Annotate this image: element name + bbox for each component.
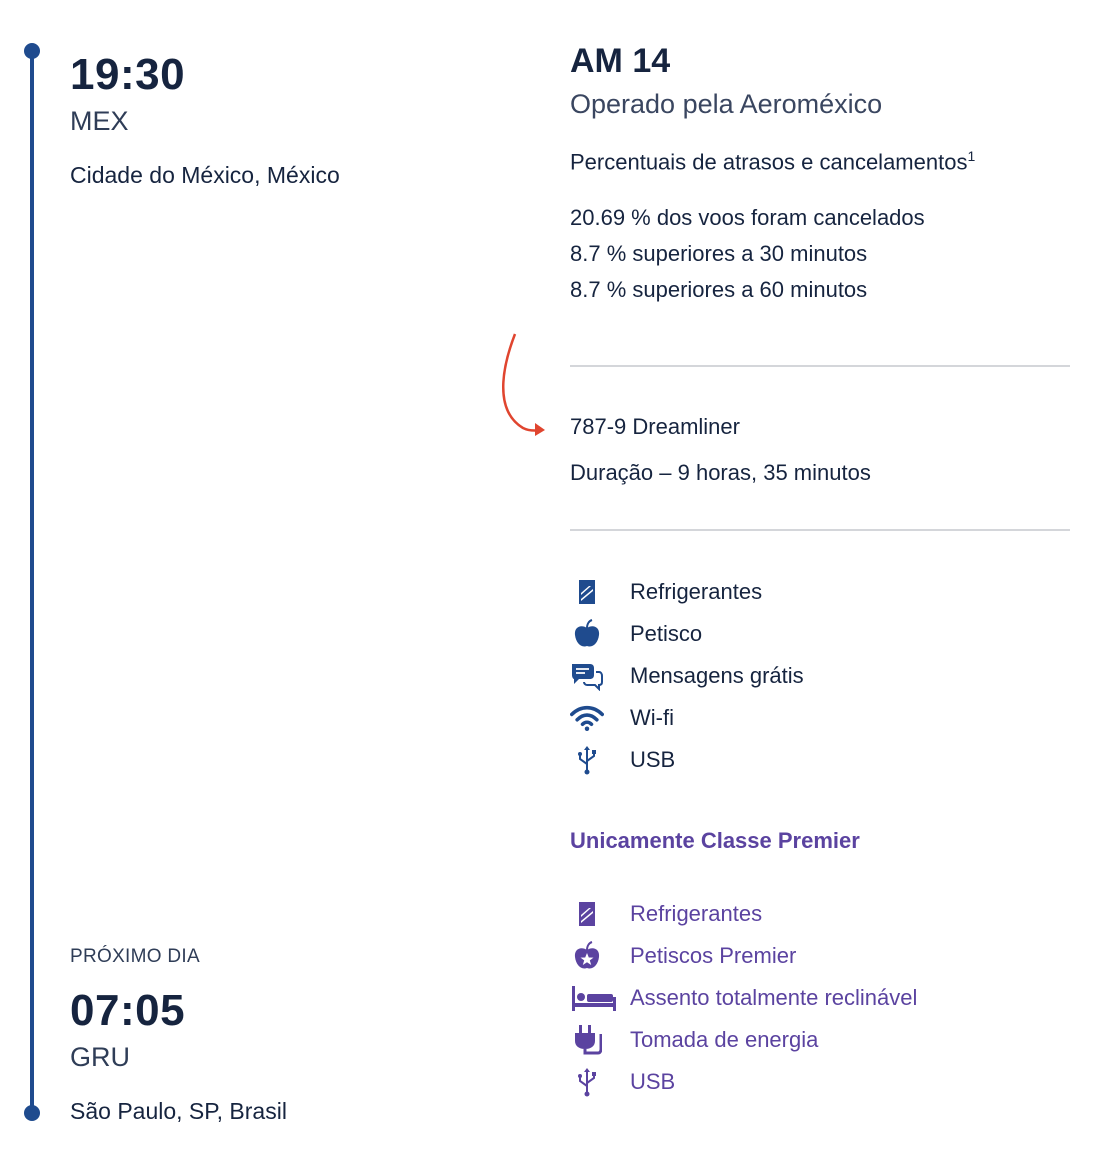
stat-cancelled: 20.69 % dos voos foram cancelados — [570, 205, 925, 230]
arrival-time: 07:05 — [70, 986, 186, 1035]
annotation-arrow-icon — [495, 330, 555, 440]
divider — [570, 365, 1070, 367]
flight-duration: Duração – 9 horas, 35 minutos — [570, 460, 871, 485]
amenity-label: Refrigerantes — [630, 901, 763, 926]
amenity-label: Mensagens grátis — [630, 663, 804, 688]
timeline-line — [30, 50, 34, 1114]
stat-delay-60: 8.7 % superiores a 60 minutos — [570, 277, 868, 302]
premium-snack-icon — [570, 939, 604, 973]
amenity-label: Assento totalmente reclinável — [630, 985, 918, 1010]
usb-icon — [570, 743, 604, 777]
premier-amenity-snacks — [570, 939, 797, 973]
timeline-end-dot — [24, 1105, 40, 1121]
amenity-usb — [570, 743, 676, 777]
departure-time: 19:30 — [70, 50, 186, 99]
amenity-wifi — [570, 701, 674, 735]
soft-drink-icon — [570, 897, 604, 931]
aircraft-type: 787-9 Dreamliner — [570, 414, 740, 439]
premier-amenity-soft-drinks — [570, 897, 763, 931]
amenity-label: Wi-fi — [630, 705, 674, 730]
departure-city: Cidade do México, México — [70, 162, 340, 188]
timeline-start-dot — [24, 43, 40, 59]
amenity-label: USB — [630, 747, 676, 772]
arrival-airport-code: GRU — [70, 1042, 130, 1072]
amenity-snack — [570, 617, 703, 651]
footnote-marker[interactable]: 1 — [967, 148, 976, 164]
amenity-label: Petisco — [630, 621, 703, 646]
next-day-label: PRÓXIMO DIA — [70, 946, 200, 967]
premier-amenity-usb — [570, 1065, 676, 1099]
premier-amenity-lie-flat-seat — [570, 981, 918, 1015]
power-outlet-icon — [570, 1023, 604, 1057]
delay-stats-title[interactable] — [570, 148, 975, 175]
stat-delay-30: 8.7 % superiores a 30 minutos — [570, 241, 868, 266]
amenity-label: Refrigerantes — [630, 579, 763, 604]
amenity-label: Tomada de energia — [630, 1027, 819, 1052]
soft-drink-icon — [570, 575, 604, 609]
divider — [570, 529, 1070, 531]
departure-airport-code: MEX — [70, 106, 129, 136]
amenity-soft-drinks — [570, 575, 763, 609]
amenity-messaging — [570, 659, 804, 693]
apple-icon — [570, 617, 604, 651]
delay-stats-title-text: Percentuais de atrasos e cancelamentos — [570, 149, 968, 175]
arrival-city: São Paulo, SP, Brasil — [70, 1098, 287, 1124]
messaging-icon — [570, 659, 604, 693]
lie-flat-seat-icon — [570, 981, 618, 1015]
flight-number: AM 14 — [570, 42, 671, 80]
premier-amenity-power-outlet — [570, 1023, 819, 1057]
wifi-icon — [570, 701, 604, 735]
usb-icon — [570, 1065, 604, 1099]
amenity-label: Petiscos Premier — [630, 943, 797, 968]
amenity-label: USB — [630, 1069, 676, 1094]
premier-heading: Unicamente Classe Premier — [570, 828, 860, 853]
operated-by: Operado pela Aeroméxico — [570, 89, 883, 119]
